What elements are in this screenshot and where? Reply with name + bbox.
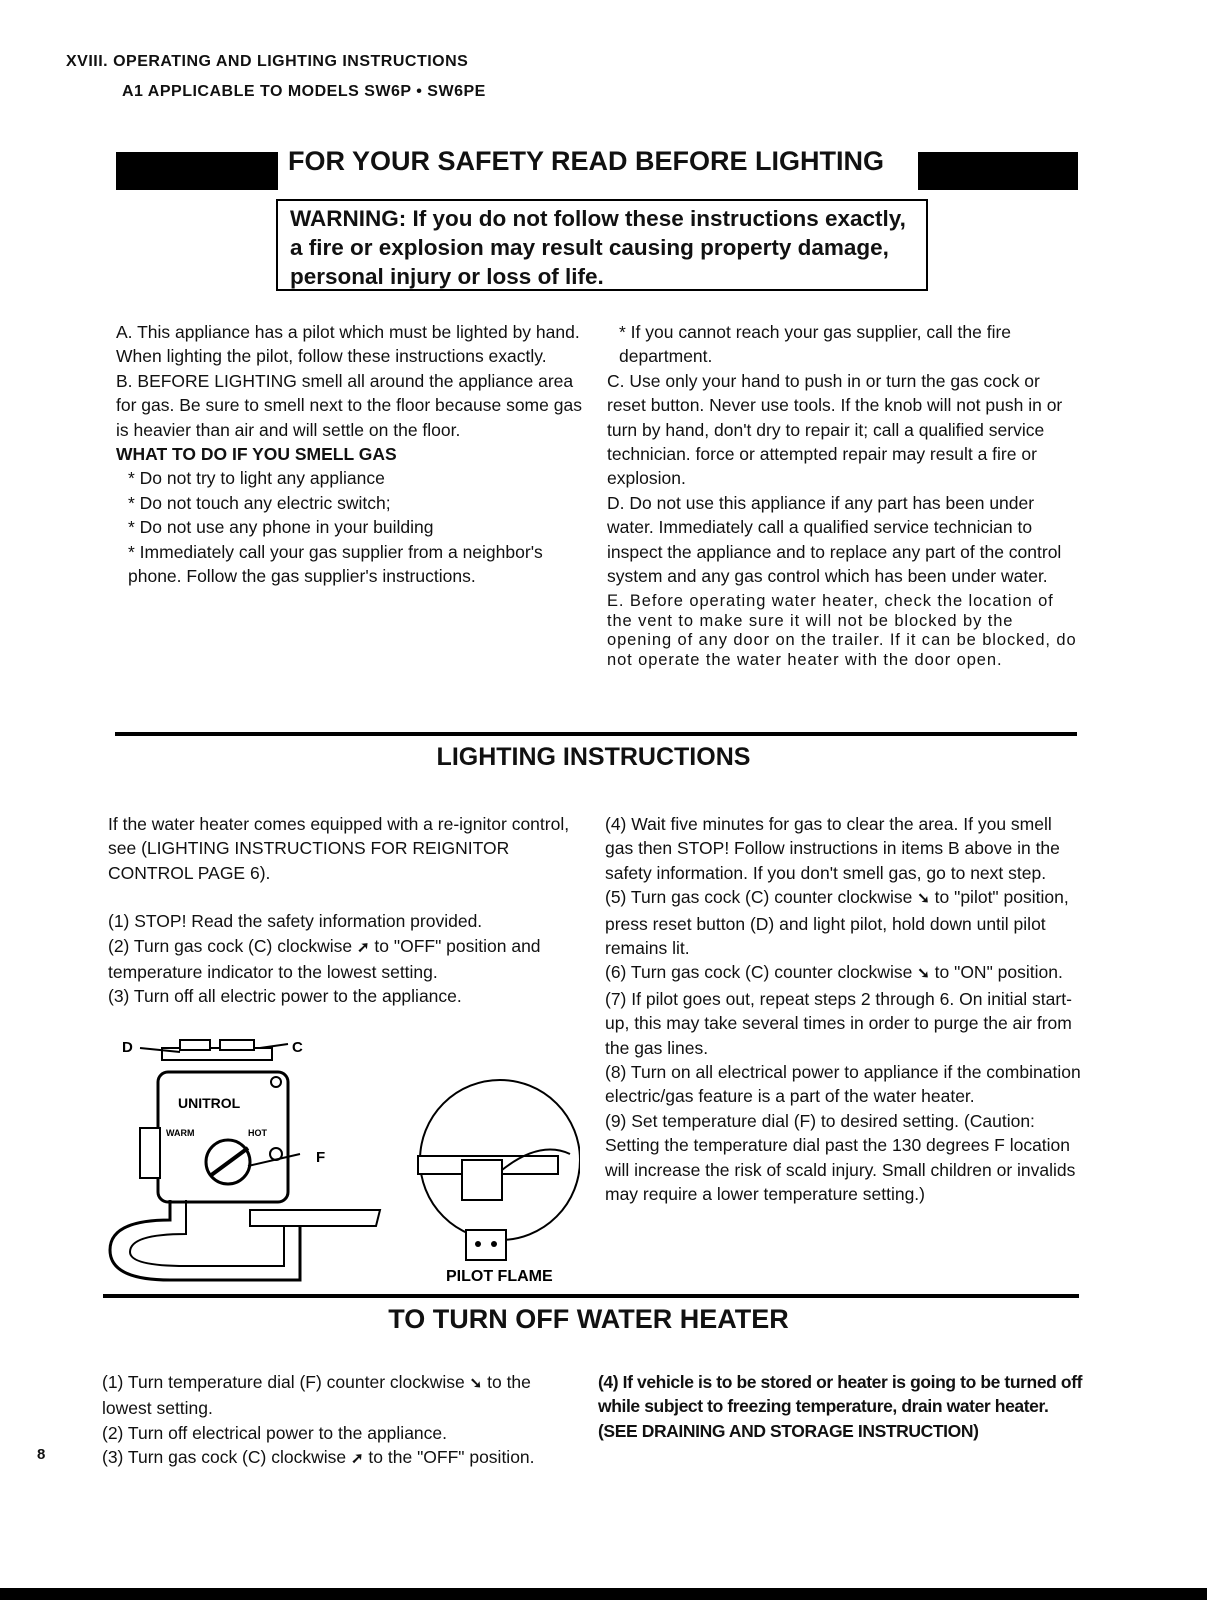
turn-off-left-column — [102, 1370, 582, 1472]
supplier-note: * If you cannot reach your gas supplier, call the fire department. — [619, 322, 1012, 367]
safety-item-d: D. Do not use this appliance if any part has been under water. Immediately call a qualified service technician to inspect the appliance and to replace any part of the control system and any gas control which has been under water. — [607, 492, 1062, 587]
lighting-step-4: (4) Wait five minutes for gas to clear the area. If you smell gas then STOP! Follow instructions in items B above in the safety information. If you don't smell gas, go to next step. — [605, 814, 1060, 883]
turn-off-step-1-text: (1) Turn temperature dial (F) counter clockwise — [102, 1372, 465, 1392]
safety-item-e: E. Before operating water heater, check the location of the vent to make sure it will not be blocked by the opening of any door on the trailer. If it can be blocked, do not operate the water heater with the door open. — [607, 592, 1077, 669]
turn-off-step-1-text: to the lowest setting. — [102, 1372, 531, 1419]
smell-item: * Do not use any phone in your building — [128, 517, 434, 538]
warning-line-3: personal injury or loss of life. — [290, 264, 604, 289]
safety-item-c: C. Use only your hand to push in or turn the gas cock or reset button. Never use tools. If the knob will not push in or turn by hand, don't dry to repair it; call a qualified service technician. force or attempted repair may result a fire or explosion. — [607, 370, 1063, 489]
lighting-step-2-text: (2) Turn gas cock (C) clockwise — [108, 935, 353, 956]
title-bar-left — [116, 152, 278, 190]
warm-label: WARM — [166, 1128, 195, 1138]
lighting-step-8: (8) Turn on all electrical power to appliance if the combination electric/gas feature is a part of the water heater. — [605, 1062, 1081, 1107]
turn-off-title: TO TURN OFF WATER HEATER — [388, 1304, 789, 1334]
hot-label: HOT — [248, 1128, 267, 1138]
warning-box — [276, 199, 928, 291]
safety-item-a: A. This appliance has a pilot which must be lighted by hand. When lighting the pilot, follow these instructions exactly. — [116, 322, 580, 367]
page-number: 8 — [37, 1446, 46, 1463]
safety-title: FOR YOUR SAFETY READ BEFORE LIGHTING — [288, 146, 885, 176]
smell-item: * Immediately call your gas supplier from a neighbor's phone. Follow the gas supplier's instructions. — [128, 541, 543, 587]
lighting-step-5-text: to "pilot" position, press reset button (D) and light pilot, hold down until pilot remains lit. — [605, 887, 1069, 959]
lighting-step-3: (3) Turn off all electric power to the appliance. — [108, 986, 462, 1007]
label-f: F — [316, 1149, 326, 1166]
turn-off-step-4: (4) If vehicle is to be stored or heater is going to be turned off while subject to freezing temperature, drain water heater. (SEE DRAINING AND STORAGE INSTRUCTION) — [598, 1372, 1083, 1441]
counter-clockwise-arrow-icon: ➘ — [917, 890, 930, 908]
warning-line-1: WARNING: If you do not follow these instructions exactly, — [290, 206, 906, 231]
lighting-step-6 — [605, 960, 1081, 986]
gas-control-diagram — [100, 1030, 580, 1290]
lighting-right-column — [605, 812, 1081, 1207]
turn-off-step-3-text: (3) Turn gas cock (C) clockwise — [102, 1447, 347, 1468]
lighting-step-6-text: (6) Turn gas cock (C) counter clockwise — [605, 962, 913, 983]
models-heading: A1 APPLICABLE TO MODELS SW6P • SW6PE — [122, 83, 486, 100]
lighting-step-5 — [605, 885, 1081, 960]
counter-clockwise-arrow-icon: ➘ — [917, 965, 930, 983]
smell-gas-heading: WHAT TO DO IF YOU SMELL GAS — [116, 444, 397, 465]
label-c: C — [292, 1039, 303, 1056]
unitrol-brand: UNITROL — [178, 1095, 241, 1111]
lighting-step-2 — [108, 934, 584, 985]
label-d: D — [122, 1039, 133, 1056]
lighting-step-1: (1) STOP! Read the safety information provided. — [108, 911, 483, 932]
turn-off-step-2: (2) Turn off electrical power to the appliance. — [102, 1422, 448, 1443]
lighting-title: LIGHTING INSTRUCTIONS — [436, 743, 751, 771]
safety-left-column — [116, 320, 586, 588]
lighting-step-2-text: to "OFF" position and temperature indicator to the lowest setting. — [108, 935, 541, 983]
turn-off-step-1 — [102, 1370, 582, 1421]
section-heading: XVIII. OPERATING AND LIGHTING INSTRUCTIONS — [66, 53, 469, 70]
clockwise-arrow-icon: ➚ — [350, 1450, 364, 1468]
lighting-intro: If the water heater comes equipped with a re-ignitor control, see (LIGHTING INSTRUCTIONS FOR REIGNITOR CONTROL PAGE 6). — [108, 814, 570, 883]
section-rule — [115, 732, 1077, 736]
smell-item: * Do not touch any electric switch; — [128, 492, 391, 513]
lighting-step-6-text: to "ON" position. — [934, 962, 1063, 983]
lighting-step-5-text: (5) Turn gas cock (C) counter clockwise — [605, 887, 913, 908]
lighting-left-column — [108, 812, 584, 1009]
counter-clockwise-arrow-icon: ➘ — [469, 1375, 483, 1392]
lighting-step-7: (7) If pilot goes out, repeat steps 2 through 6. On initial start-up, this may take several times in order to purge the air from the gas lines. — [605, 988, 1072, 1058]
bottom-bar — [0, 1588, 1207, 1600]
warning-line-2: a fire or explosion may result causing property damage, — [290, 235, 889, 260]
smell-item: * Do not try to light any appliance — [128, 468, 385, 489]
turn-off-step-3-text: to the "OFF" position. — [368, 1447, 535, 1468]
pilot-flame-label: PILOT FLAME — [446, 1268, 553, 1285]
lighting-step-9: (9) Set temperature dial (F) to desired setting. (Caution: Setting the temperature dial past the 130 degrees F location will increase the risk of scald injury. Small children or invalids may require a lower temperature setting.) — [605, 1110, 1076, 1205]
turn-off-right-column — [598, 1370, 1084, 1443]
safety-right-column — [607, 320, 1083, 670]
safety-item-b: B. BEFORE LIGHTING smell all around the appliance area for gas. Be sure to smell next to the floor because some gas is heavier than air and will settle on the floor. — [116, 370, 582, 440]
section-rule — [103, 1294, 1079, 1298]
title-bar-right — [918, 152, 1078, 190]
turn-off-step-3 — [102, 1445, 582, 1471]
clockwise-arrow-icon: ➚ — [356, 938, 370, 956]
